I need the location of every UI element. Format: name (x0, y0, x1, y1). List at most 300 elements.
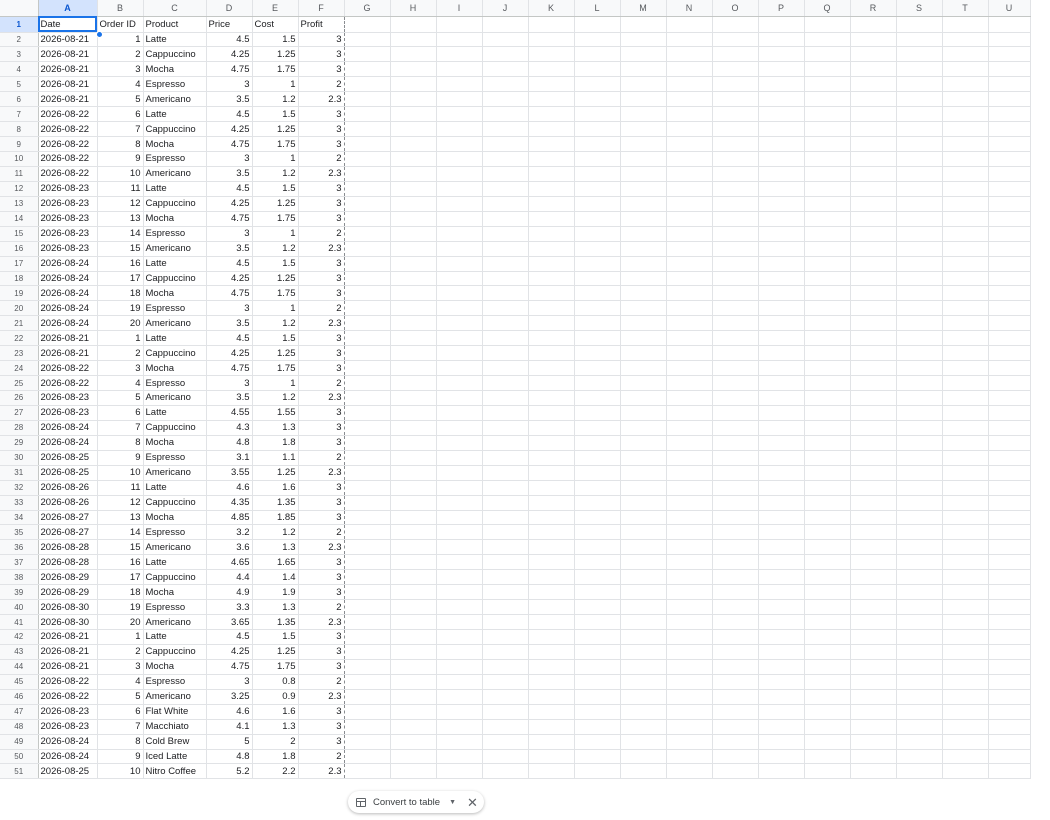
empty-cell[interactable] (850, 659, 896, 674)
empty-cell[interactable] (436, 301, 482, 316)
empty-cell[interactable] (988, 405, 1030, 420)
empty-cell[interactable] (344, 405, 390, 420)
data-cell[interactable]: 4 (97, 674, 143, 689)
empty-cell[interactable] (666, 137, 712, 152)
empty-cell[interactable] (712, 301, 758, 316)
empty-cell[interactable] (942, 286, 988, 301)
data-cell[interactable]: 3 (298, 704, 344, 719)
empty-cell[interactable] (482, 704, 528, 719)
empty-cell[interactable] (758, 107, 804, 122)
empty-cell[interactable] (804, 435, 850, 450)
empty-cell[interactable] (666, 495, 712, 510)
empty-cell[interactable] (574, 391, 620, 406)
empty-cell[interactable] (896, 525, 942, 540)
empty-cell[interactable] (712, 107, 758, 122)
empty-cell[interactable] (666, 77, 712, 92)
empty-cell[interactable] (850, 152, 896, 167)
data-cell[interactable]: 3.3 (206, 600, 252, 615)
empty-cell[interactable] (666, 152, 712, 167)
row-header[interactable]: 5 (0, 77, 38, 92)
empty-cell[interactable] (942, 570, 988, 585)
data-cell[interactable]: 3 (298, 107, 344, 122)
empty-cell[interactable] (666, 689, 712, 704)
empty-cell[interactable] (758, 92, 804, 107)
empty-cell[interactable] (574, 420, 620, 435)
empty-cell[interactable] (988, 630, 1030, 645)
data-cell[interactable]: 1.2 (252, 525, 298, 540)
data-cell[interactable]: 4.5 (206, 107, 252, 122)
empty-cell[interactable] (436, 77, 482, 92)
empty-cell[interactable] (574, 92, 620, 107)
data-cell[interactable]: 1 (97, 32, 143, 47)
data-cell[interactable]: 6 (97, 704, 143, 719)
data-cell[interactable]: 4.75 (206, 211, 252, 226)
data-cell[interactable]: 2 (252, 734, 298, 749)
empty-cell[interactable] (482, 361, 528, 376)
empty-cell[interactable] (482, 540, 528, 555)
empty-cell[interactable] (712, 540, 758, 555)
empty-cell[interactable] (528, 570, 574, 585)
column-header-s[interactable]: S (896, 0, 942, 16)
empty-cell[interactable] (850, 495, 896, 510)
empty-cell[interactable] (942, 704, 988, 719)
empty-cell[interactable] (574, 376, 620, 391)
empty-cell[interactable] (804, 749, 850, 764)
empty-cell[interactable] (804, 689, 850, 704)
empty-cell[interactable] (712, 137, 758, 152)
data-cell[interactable]: 2026-08-23 (38, 405, 97, 420)
data-cell[interactable]: Cappuccino (143, 420, 206, 435)
empty-cell[interactable] (988, 376, 1030, 391)
data-cell[interactable]: 2.3 (298, 391, 344, 406)
data-cell[interactable]: 4.9 (206, 585, 252, 600)
empty-cell[interactable] (436, 495, 482, 510)
data-cell[interactable]: 1.6 (252, 704, 298, 719)
empty-cell[interactable] (390, 435, 436, 450)
empty-cell[interactable] (850, 689, 896, 704)
empty-cell[interactable] (528, 316, 574, 331)
empty-cell[interactable] (758, 555, 804, 570)
empty-cell[interactable] (528, 107, 574, 122)
empty-cell[interactable] (988, 764, 1030, 779)
empty-cell[interactable] (344, 719, 390, 734)
row-header[interactable]: 51 (0, 764, 38, 779)
empty-cell[interactable] (528, 391, 574, 406)
empty-cell[interactable] (850, 137, 896, 152)
data-cell[interactable]: Latte (143, 555, 206, 570)
row-header[interactable]: 34 (0, 510, 38, 525)
empty-cell[interactable] (390, 256, 436, 271)
empty-cell[interactable] (574, 734, 620, 749)
empty-cell[interactable] (758, 301, 804, 316)
data-cell[interactable]: Espresso (143, 152, 206, 167)
column-header-k[interactable]: K (528, 0, 574, 16)
empty-cell[interactable] (390, 166, 436, 181)
empty-cell[interactable] (712, 241, 758, 256)
empty-cell[interactable] (436, 764, 482, 779)
data-cell[interactable]: 17 (97, 570, 143, 585)
empty-cell[interactable] (850, 719, 896, 734)
data-cell[interactable]: Mocha (143, 211, 206, 226)
data-cell[interactable]: 3.5 (206, 316, 252, 331)
empty-cell[interactable] (896, 361, 942, 376)
empty-cell[interactable] (758, 16, 804, 32)
data-cell[interactable]: 1.25 (252, 271, 298, 286)
empty-cell[interactable] (620, 361, 666, 376)
data-cell[interactable]: 4.85 (206, 510, 252, 525)
empty-cell[interactable] (620, 256, 666, 271)
empty-cell[interactable] (482, 271, 528, 286)
empty-cell[interactable] (390, 600, 436, 615)
row-header[interactable]: 30 (0, 450, 38, 465)
header-cell[interactable]: Date (38, 16, 97, 32)
empty-cell[interactable] (344, 615, 390, 630)
data-cell[interactable]: 2026-08-26 (38, 480, 97, 495)
empty-cell[interactable] (528, 540, 574, 555)
empty-cell[interactable] (896, 570, 942, 585)
row-header[interactable]: 17 (0, 256, 38, 271)
column-header-b[interactable]: B (97, 0, 143, 16)
empty-cell[interactable] (620, 47, 666, 62)
data-cell[interactable]: 3.6 (206, 540, 252, 555)
row-header[interactable]: 38 (0, 570, 38, 585)
data-cell[interactable]: 1.55 (252, 405, 298, 420)
empty-cell[interactable] (804, 286, 850, 301)
empty-cell[interactable] (528, 137, 574, 152)
empty-cell[interactable] (482, 152, 528, 167)
empty-cell[interactable] (574, 555, 620, 570)
empty-cell[interactable] (942, 630, 988, 645)
empty-cell[interactable] (390, 704, 436, 719)
empty-cell[interactable] (988, 719, 1030, 734)
empty-cell[interactable] (620, 241, 666, 256)
empty-cell[interactable] (620, 749, 666, 764)
empty-cell[interactable] (482, 47, 528, 62)
empty-cell[interactable] (942, 600, 988, 615)
empty-cell[interactable] (390, 510, 436, 525)
row-header[interactable]: 40 (0, 600, 38, 615)
empty-cell[interactable] (988, 226, 1030, 241)
empty-cell[interactable] (620, 32, 666, 47)
empty-cell[interactable] (528, 166, 574, 181)
data-cell[interactable]: Americano (143, 465, 206, 480)
data-cell[interactable]: 1.35 (252, 495, 298, 510)
empty-cell[interactable] (850, 435, 896, 450)
empty-cell[interactable] (620, 495, 666, 510)
empty-cell[interactable] (804, 122, 850, 137)
empty-cell[interactable] (758, 226, 804, 241)
data-cell[interactable]: 1 (252, 301, 298, 316)
empty-cell[interactable] (390, 47, 436, 62)
header-cell[interactable]: Product (143, 16, 206, 32)
data-cell[interactable]: 2026-08-28 (38, 555, 97, 570)
data-cell[interactable]: 8 (97, 734, 143, 749)
empty-cell[interactable] (804, 241, 850, 256)
data-cell[interactable]: 1.8 (252, 749, 298, 764)
empty-cell[interactable] (482, 166, 528, 181)
empty-cell[interactable] (344, 540, 390, 555)
empty-cell[interactable] (528, 301, 574, 316)
empty-cell[interactable] (666, 630, 712, 645)
empty-cell[interactable] (988, 585, 1030, 600)
empty-cell[interactable] (758, 32, 804, 47)
empty-cell[interactable] (482, 585, 528, 600)
empty-cell[interactable] (620, 644, 666, 659)
empty-cell[interactable] (574, 405, 620, 420)
data-cell[interactable]: 5 (206, 734, 252, 749)
empty-cell[interactable] (436, 271, 482, 286)
empty-cell[interactable] (620, 480, 666, 495)
empty-cell[interactable] (988, 704, 1030, 719)
empty-cell[interactable] (758, 435, 804, 450)
empty-cell[interactable] (712, 465, 758, 480)
data-cell[interactable]: 3 (298, 570, 344, 585)
empty-cell[interactable] (896, 122, 942, 137)
empty-cell[interactable] (528, 659, 574, 674)
empty-cell[interactable] (574, 570, 620, 585)
empty-cell[interactable] (528, 644, 574, 659)
empty-cell[interactable] (436, 555, 482, 570)
empty-cell[interactable] (574, 166, 620, 181)
row-header[interactable]: 35 (0, 525, 38, 540)
empty-cell[interactable] (758, 346, 804, 361)
empty-cell[interactable] (942, 107, 988, 122)
empty-cell[interactable] (666, 241, 712, 256)
data-cell[interactable]: 4.65 (206, 555, 252, 570)
data-cell[interactable]: 2026-08-22 (38, 361, 97, 376)
data-cell[interactable]: 1 (97, 331, 143, 346)
empty-cell[interactable] (804, 376, 850, 391)
empty-cell[interactable] (850, 540, 896, 555)
empty-cell[interactable] (942, 391, 988, 406)
empty-cell[interactable] (942, 615, 988, 630)
empty-cell[interactable] (344, 555, 390, 570)
empty-cell[interactable] (988, 540, 1030, 555)
data-cell[interactable]: 4.6 (206, 704, 252, 719)
data-cell[interactable]: Latte (143, 32, 206, 47)
data-cell[interactable]: 2026-08-24 (38, 734, 97, 749)
data-cell[interactable]: Latte (143, 405, 206, 420)
empty-cell[interactable] (850, 92, 896, 107)
empty-cell[interactable] (666, 749, 712, 764)
empty-cell[interactable] (896, 241, 942, 256)
empty-cell[interactable] (758, 391, 804, 406)
empty-cell[interactable] (436, 734, 482, 749)
empty-cell[interactable] (620, 555, 666, 570)
data-cell[interactable]: 2026-08-21 (38, 659, 97, 674)
data-cell[interactable]: 2026-08-24 (38, 435, 97, 450)
data-cell[interactable]: 3.25 (206, 689, 252, 704)
empty-cell[interactable] (896, 47, 942, 62)
data-cell[interactable]: 3.5 (206, 391, 252, 406)
empty-cell[interactable] (758, 62, 804, 77)
data-cell[interactable]: 4.75 (206, 286, 252, 301)
empty-cell[interactable] (804, 361, 850, 376)
empty-cell[interactable] (482, 734, 528, 749)
data-cell[interactable]: 1.35 (252, 615, 298, 630)
data-cell[interactable]: Cappuccino (143, 271, 206, 286)
empty-cell[interactable] (528, 585, 574, 600)
empty-cell[interactable] (712, 749, 758, 764)
empty-cell[interactable] (850, 749, 896, 764)
data-cell[interactable]: Espresso (143, 376, 206, 391)
empty-cell[interactable] (482, 450, 528, 465)
data-cell[interactable]: 4.5 (206, 331, 252, 346)
data-cell[interactable]: Latte (143, 480, 206, 495)
empty-cell[interactable] (344, 256, 390, 271)
empty-cell[interactable] (850, 734, 896, 749)
empty-cell[interactable] (390, 122, 436, 137)
empty-cell[interactable] (758, 211, 804, 226)
empty-cell[interactable] (528, 346, 574, 361)
row-header[interactable]: 37 (0, 555, 38, 570)
empty-cell[interactable] (942, 405, 988, 420)
empty-cell[interactable] (712, 420, 758, 435)
empty-cell[interactable] (942, 331, 988, 346)
empty-cell[interactable] (758, 570, 804, 585)
empty-cell[interactable] (574, 256, 620, 271)
empty-cell[interactable] (804, 570, 850, 585)
empty-cell[interactable] (344, 331, 390, 346)
column-header-d[interactable]: D (206, 0, 252, 16)
empty-cell[interactable] (390, 749, 436, 764)
empty-cell[interactable] (344, 32, 390, 47)
empty-cell[interactable] (712, 644, 758, 659)
data-cell[interactable]: 3 (298, 405, 344, 420)
row-header[interactable]: 4 (0, 62, 38, 77)
empty-cell[interactable] (758, 600, 804, 615)
empty-cell[interactable] (850, 32, 896, 47)
empty-cell[interactable] (758, 659, 804, 674)
data-cell[interactable]: 2026-08-23 (38, 704, 97, 719)
row-header[interactable]: 24 (0, 361, 38, 376)
empty-cell[interactable] (390, 674, 436, 689)
empty-cell[interactable] (482, 420, 528, 435)
empty-cell[interactable] (574, 764, 620, 779)
empty-cell[interactable] (758, 166, 804, 181)
data-cell[interactable]: 1.65 (252, 555, 298, 570)
data-cell[interactable]: 9 (97, 152, 143, 167)
header-cell[interactable]: Order ID (97, 16, 143, 32)
empty-cell[interactable] (758, 196, 804, 211)
empty-cell[interactable] (988, 391, 1030, 406)
data-cell[interactable]: 4.6 (206, 480, 252, 495)
empty-cell[interactable] (528, 226, 574, 241)
empty-cell[interactable] (344, 510, 390, 525)
empty-cell[interactable] (988, 659, 1030, 674)
row-header[interactable]: 18 (0, 271, 38, 286)
empty-cell[interactable] (804, 734, 850, 749)
empty-cell[interactable] (436, 585, 482, 600)
empty-cell[interactable] (574, 674, 620, 689)
data-cell[interactable]: Mocha (143, 510, 206, 525)
empty-cell[interactable] (574, 525, 620, 540)
empty-cell[interactable] (390, 495, 436, 510)
empty-cell[interactable] (574, 659, 620, 674)
empty-cell[interactable] (666, 600, 712, 615)
empty-cell[interactable] (436, 137, 482, 152)
empty-cell[interactable] (988, 346, 1030, 361)
empty-cell[interactable] (712, 764, 758, 779)
empty-cell[interactable] (896, 734, 942, 749)
empty-cell[interactable] (574, 435, 620, 450)
empty-cell[interactable] (390, 301, 436, 316)
empty-cell[interactable] (482, 465, 528, 480)
data-cell[interactable]: 2026-08-23 (38, 196, 97, 211)
empty-cell[interactable] (896, 211, 942, 226)
data-cell[interactable]: 2 (97, 644, 143, 659)
empty-cell[interactable] (482, 107, 528, 122)
empty-cell[interactable] (850, 166, 896, 181)
empty-cell[interactable] (942, 166, 988, 181)
data-cell[interactable]: 10 (97, 764, 143, 779)
empty-cell[interactable] (804, 92, 850, 107)
empty-cell[interactable] (528, 62, 574, 77)
column-header-u[interactable]: U (988, 0, 1030, 16)
row-header[interactable]: 47 (0, 704, 38, 719)
empty-cell[interactable] (896, 331, 942, 346)
data-cell[interactable]: Espresso (143, 77, 206, 92)
data-cell[interactable]: Americano (143, 241, 206, 256)
column-header-m[interactable]: M (620, 0, 666, 16)
empty-cell[interactable] (850, 107, 896, 122)
data-cell[interactable]: 2026-08-23 (38, 226, 97, 241)
empty-cell[interactable] (850, 391, 896, 406)
empty-cell[interactable] (988, 152, 1030, 167)
column-header-c[interactable]: C (143, 0, 206, 16)
empty-cell[interactable] (574, 107, 620, 122)
data-cell[interactable]: Americano (143, 391, 206, 406)
data-cell[interactable]: Cappuccino (143, 47, 206, 62)
data-cell[interactable]: 2026-08-28 (38, 540, 97, 555)
empty-cell[interactable] (528, 376, 574, 391)
empty-cell[interactable] (850, 77, 896, 92)
data-cell[interactable]: 2 (298, 450, 344, 465)
empty-cell[interactable] (482, 32, 528, 47)
empty-cell[interactable] (942, 316, 988, 331)
data-cell[interactable]: 1.75 (252, 361, 298, 376)
empty-cell[interactable] (482, 615, 528, 630)
empty-cell[interactable] (942, 211, 988, 226)
empty-cell[interactable] (482, 62, 528, 77)
empty-cell[interactable] (666, 271, 712, 286)
row-header[interactable]: 9 (0, 137, 38, 152)
empty-cell[interactable] (574, 346, 620, 361)
data-cell[interactable]: 19 (97, 600, 143, 615)
data-cell[interactable]: 4.5 (206, 181, 252, 196)
row-header[interactable]: 16 (0, 241, 38, 256)
empty-cell[interactable] (942, 719, 988, 734)
empty-cell[interactable] (620, 734, 666, 749)
empty-cell[interactable] (712, 525, 758, 540)
empty-cell[interactable] (344, 644, 390, 659)
empty-cell[interactable] (482, 644, 528, 659)
empty-cell[interactable] (344, 16, 390, 32)
data-cell[interactable]: 11 (97, 181, 143, 196)
header-cell[interactable]: Price (206, 16, 252, 32)
data-cell[interactable]: 3 (206, 376, 252, 391)
convert-to-table-label[interactable]: Convert to table (373, 796, 441, 808)
data-cell[interactable]: 2026-08-21 (38, 77, 97, 92)
empty-cell[interactable] (896, 630, 942, 645)
empty-cell[interactable] (528, 92, 574, 107)
empty-cell[interactable] (390, 764, 436, 779)
empty-cell[interactable] (528, 256, 574, 271)
data-cell[interactable]: 2026-08-22 (38, 376, 97, 391)
empty-cell[interactable] (758, 525, 804, 540)
data-cell[interactable]: 1 (252, 152, 298, 167)
empty-cell[interactable] (666, 465, 712, 480)
